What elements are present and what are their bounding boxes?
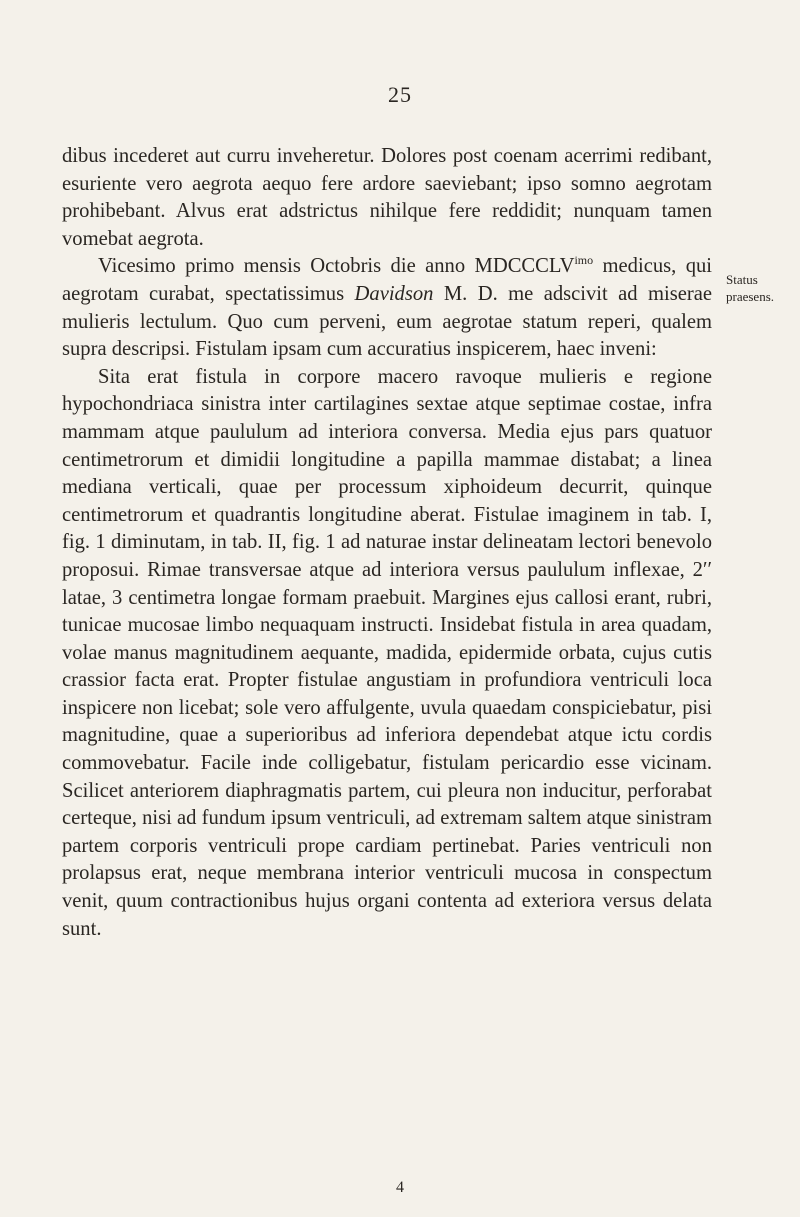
text-segment: dibus incederet aut curru inveheretur. Dolores post coenam acerrimi redibant, esuriente vero aegrota aequo fere ardore saeviebant; ipso somno aegrotam prohibebant. Alvus erat adstrictus nihilque fere reddidit; nunquam tamen vomebat aegrota.: [62, 145, 712, 250]
text-segment: medicus, qui aegrotam curabat, spectatissimus: [62, 255, 713, 305]
marginal-note: [726, 271, 796, 305]
main-text: [62, 143, 712, 943]
text-segment: M. D. me adscivit ad miserae mulieris lectulum. Quo cum perveni, eum aegrotae statum reperi, qualem supra descripsi. Fistulam ipsam cum accuratius inspicerem, haec inveni:: [62, 282, 713, 361]
paragraph-1: [62, 143, 712, 253]
paragraph-3: [62, 364, 712, 943]
text-segment: Vicesimo primo mensis Octobris die anno MDCCCLV: [98, 255, 575, 278]
italic-name: Davidson: [354, 282, 434, 305]
marginal-note-line-1: Status: [726, 272, 758, 287]
signature-mark: 4: [396, 1179, 404, 1196]
superscript-text: imo: [574, 253, 594, 268]
paragraph-2: [62, 253, 712, 363]
text-segment: Sita erat fistula in corpore macero ravoque mulieris e regione hypochondriaca sinistra inter cartilagines sextae atque septimae costae, infra mammam atque paululum ad interiora conversa. Media ejus pars quatuor centimetrorum et dimidii longitudine a papilla mammae distabat; a linea mediana verticali, quae per processum xiphoideum decurrit, quinque centimetrorum et quadrantis longitudine aberat. Fistulae imaginem in tab. I, fig. 1 diminutam, in tab. II, fig. 1 ad naturae instar delineatam lectori benevolo proposui. Rimae transversae atque ad interiora versus paululum inflexae, 2′′ latae, 3 centimetra longae formam praebuit. Margines ejus callosi erant, rubri, tunicae mucosae limbo nequaquam instructi. Insidebat fistula in area quadam, volae manus magnitudinem aequante, madida, epidermide orbata, cujus cutis crassior facta erat. Propter fistulae angustiam in profundiora ventriculi loca inspicere non licebat; sole vero affulgente, uvula quaedam conspiciebatur, pisi magnitudine, quae a superioribus ad inferiora dependebat atque ictu cordis commovebatur. Facile inde colligebatur, fistulam pericardio esse vicinam. Scilicet anteriorem diaphragmatis partem, cui pleura non inducitur, perforabat certeque, nisi ad fundum ipsum ventriculi, ad extremam saltem atque sinistram partem corporis ventriculi prope cardiam pertinebat. Paries ventriculi non prolapsus erat, neque membrana interior ventriculi mucosa in conspectum venit, quum contractionibus hujus organi contenta ad exteriora versus delata sunt.: [62, 365, 712, 940]
marginal-note-line-2: praesens.: [726, 289, 775, 304]
page-number: 25: [388, 82, 412, 107]
